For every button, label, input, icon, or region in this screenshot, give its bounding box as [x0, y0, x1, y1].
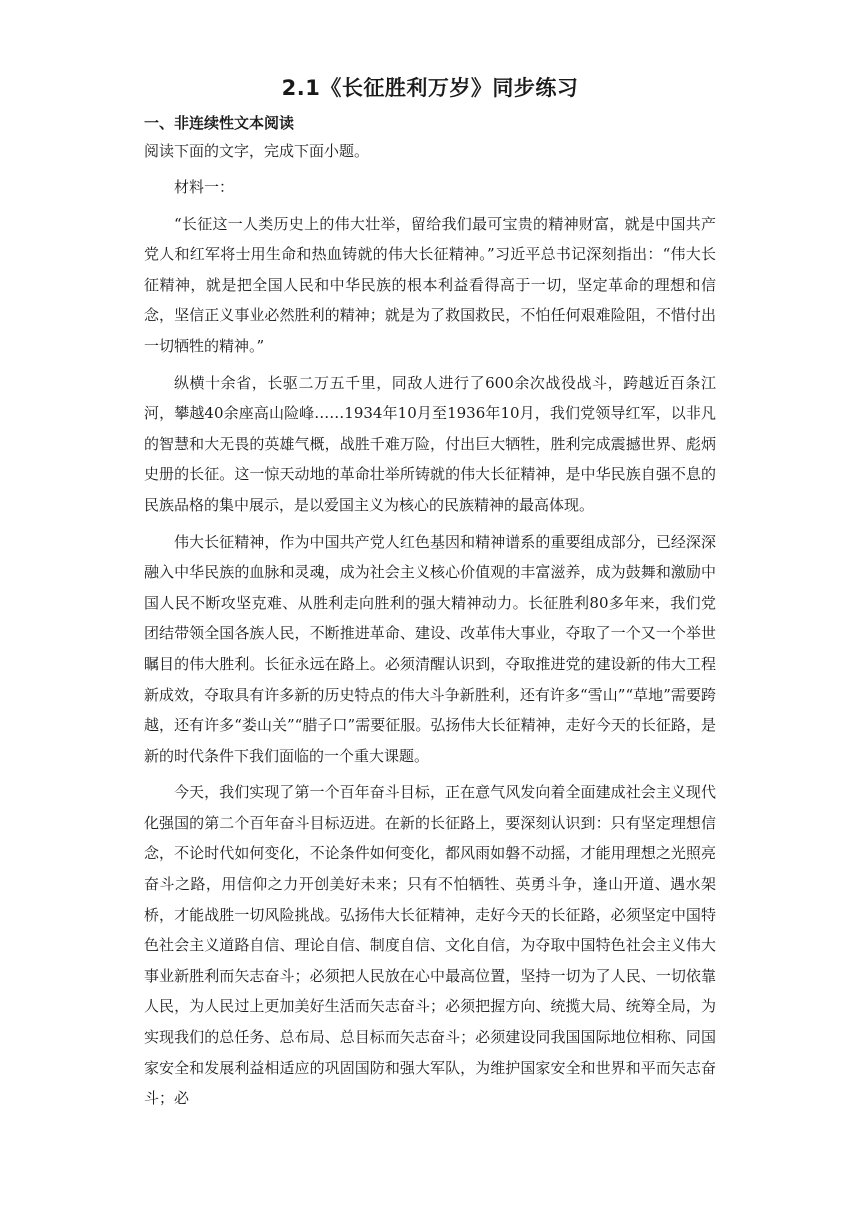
- paragraph: 伟大长征精神，作为中国共产党人红色基因和精神谱系的重要组成部分，已经深深融入中华民族的血脉和灵魂，成为社会主义核心价值观的丰富滋养，成为鼓舞和激励中国人民不断攻坚克难、从胜利走向胜利的强大精神动力。长征胜利80多年来，我们党团结带领全国各族人民，不断推进革命、建设、改革伟大事业，夺取了一个又一个举世瞩目的伟大胜利。长征永远在路上。必须清醒认识到，夺取推进党的建设新的伟大工程新成效，夺取具有许多新的历史特点的伟大斗争新胜利，还有许多“雪山”“草地”需要跨越，还有许多“娄山关”“腊子口”需要征服。弘扬伟大长征精神，走好今天的长征路，是新的时代条件下我们面临的一个重大课题。: [144, 532, 716, 765]
- section-heading: 一、非连续性文本阅读: [144, 114, 295, 132]
- instruction-text: 阅读下面的文字，完成下面小题。: [144, 142, 370, 160]
- material-label: 材料一：: [174, 178, 235, 196]
- paragraph: 今天，我们实现了第一个百年奋斗目标，正在意气风发向着全面建成社会主义现代化强国的第二个百年奋斗目标迈进。在新的长征路上，要深刻认识到：只有坚定理想信念，不论时代如何变化，不论条件如何变化，都风雨如磐不动摇，才能用理想之光照亮奋斗之路，用信仰之力开创美好未来；只有不怕牺牲、英勇斗争，逢山开道、遇水架桥，才能战胜一切风险挑战。弘扬伟大长征精神，走好今天的长征路，必须坚定中国特色社会主义道路自信、理论自信、制度自信、文化自信，为夺取中国特色社会主义伟大事业新胜利而矢志奋斗；必须把人民放在心中最高位置，坚持一切为了人民、一切依靠人民，为人民过上更加美好生活而矢志奋斗；必须把握方向、统揽大局、统筹全局，为实现我们的总任务、总布局、总目标而矢志奋斗；必须建设同我国国际地位相称、同国家安全和发展利益相适应的巩固国防和强大军队，为维护国家安全和世界和平而矢志奋斗；必: [144, 783, 716, 1108]
- page-title: 2.1《长征胜利万岁》同步练习: [281, 76, 579, 100]
- article-body: [144, 172, 716, 1114]
- paragraph: 纵横十余省，长驱二万五千里，同敌人进行了600余次战役战斗，跨越近百条江河，攀越40余座高山险峰……1934年10月至1936年10月，我们党领导红军，以非凡的智慧和大无畏的英雄气概，战胜千难万险，付出巨大牺牲，胜利完成震撼世界、彪炳史册的长征。这一惊天动地的革命壮举所铸就的伟大长征精神，是中华民族自强不息的民族品格的集中展示，是以爱国主义为核心的民族精神的最高体现。: [144, 373, 716, 514]
- paragraph: “长征这一人类历史上的伟大壮举，留给我们最可宝贵的精神财富，就是中国共产党人和红军将士用生命和热血铸就的伟大长征精神。”习近平总书记深刻指出：“伟大长征精神，就是把全国人民和中华民族的根本利益看得高于一切，坚定革命的理想和信念，坚信正义事业必然胜利的精神；就是为了救国救民，不怕任何艰难险阻，不惜付出一切牺牲的精神。”: [144, 214, 716, 355]
